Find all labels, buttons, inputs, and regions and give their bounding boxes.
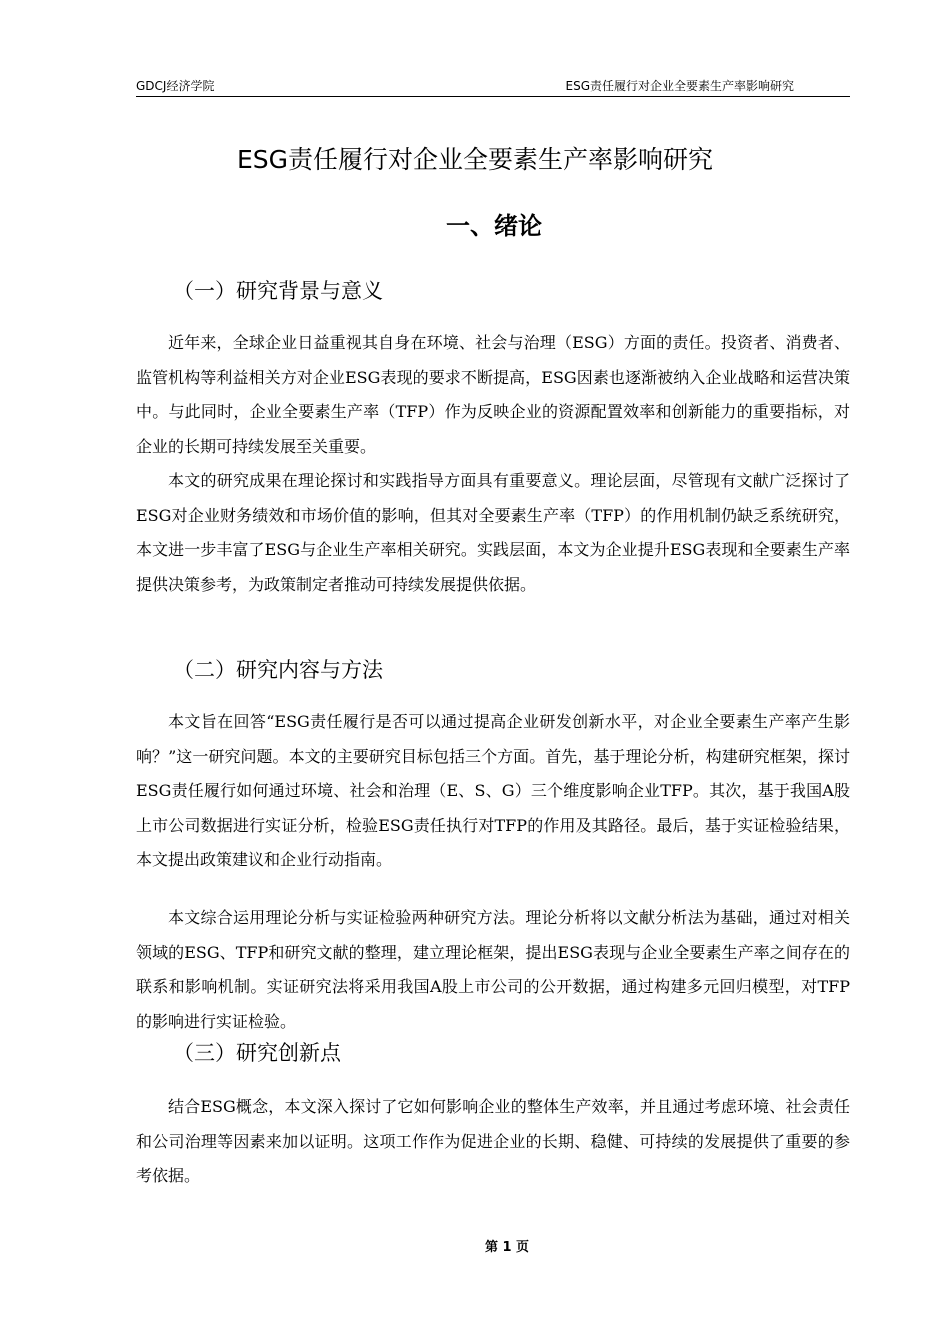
section-heading-innovation: （三）研究创新点 [173,1041,341,1065]
header-running-title: ESG责任履行对企业全要素生产率影响研究 [565,79,794,93]
chapter-heading: 一、绪论 [446,212,542,240]
page-number: 第 1 页 [484,1240,530,1255]
section-heading-background: （一）研究背景与意义 [173,279,383,303]
paragraph: 结合ESG概念，本文深入探讨了它如何影响企业的整体生产效率，并且通过考虑环境、社会责任和公司治理等因素来加以证明。这项工作作为促进企业的长期、稳健、可持续的发展提供了重要的参考依据。 [136,1097,850,1185]
page-header [136,76,850,97]
paragraph: 近年来，全球企业日益重视其自身在环境、社会与治理（ESG）方面的责任。投资者、消费者、监管机构等利益相关方对企业ESG表现的要求不断提高，ESG因素也逐渐被纳入企业战略和运营决策中。与此同时，企业全要素生产率（TFP）作为反映企业的资源配置效率和创新能力的重要指标，对企业的长期可持续发展至关重要。 [136,333,850,456]
document-title: ESG责任履行对企业全要素生产率影响研究 [236,145,714,174]
header-institution: GDCJ经济学院 [136,79,215,93]
section-heading-content-methods: （二）研究内容与方法 [173,658,383,682]
paragraph: 本文的研究成果在理论探讨和实践指导方面具有重要意义。理论层面，尽管现有文献广泛探讨了ESG对企业财务绩效和市场价值的影响，但其对全要素生产率（TFP）的作用机制仍缺乏系统研究，本文进一步丰富了ESG与企业生产率相关研究。实践层面，本文为企业提升ESG表现和全要素生产率提供决策参考，为政策制定者推动可持续发展提供依据。 [136,471,850,594]
paragraph: 本文旨在回答“ESG责任履行是否可以通过提高企业研发创新水平，对企业全要素生产率产生影响？”这一研究问题。本文的主要研究目标包括三个方面。首先，基于理论分析，构建研究框架，探讨ESG责任履行如何通过环境、社会和治理（E、S、G）三个维度影响企业TFP。其次，基于我国A股上市公司数据进行实证分析，检验ESG责任执行对TFP的作用及其路径。最后，基于实证检验结果，本文提出政策建议和企业行动指南。 [136,712,850,869]
paragraph: 本文综合运用理论分析与实证检验两种研究方法。理论分析将以文献分析法为基础，通过对相关领域的ESG、TFP和研究文献的整理，建立理论框架，提出ESG表现与企业全要素生产率之间存在的联系和影响机制。实证研究法将采用我国A股上市公司的公开数据，通过构建多元回归模型，对TFP的影响进行实证检验。 [136,908,850,1031]
